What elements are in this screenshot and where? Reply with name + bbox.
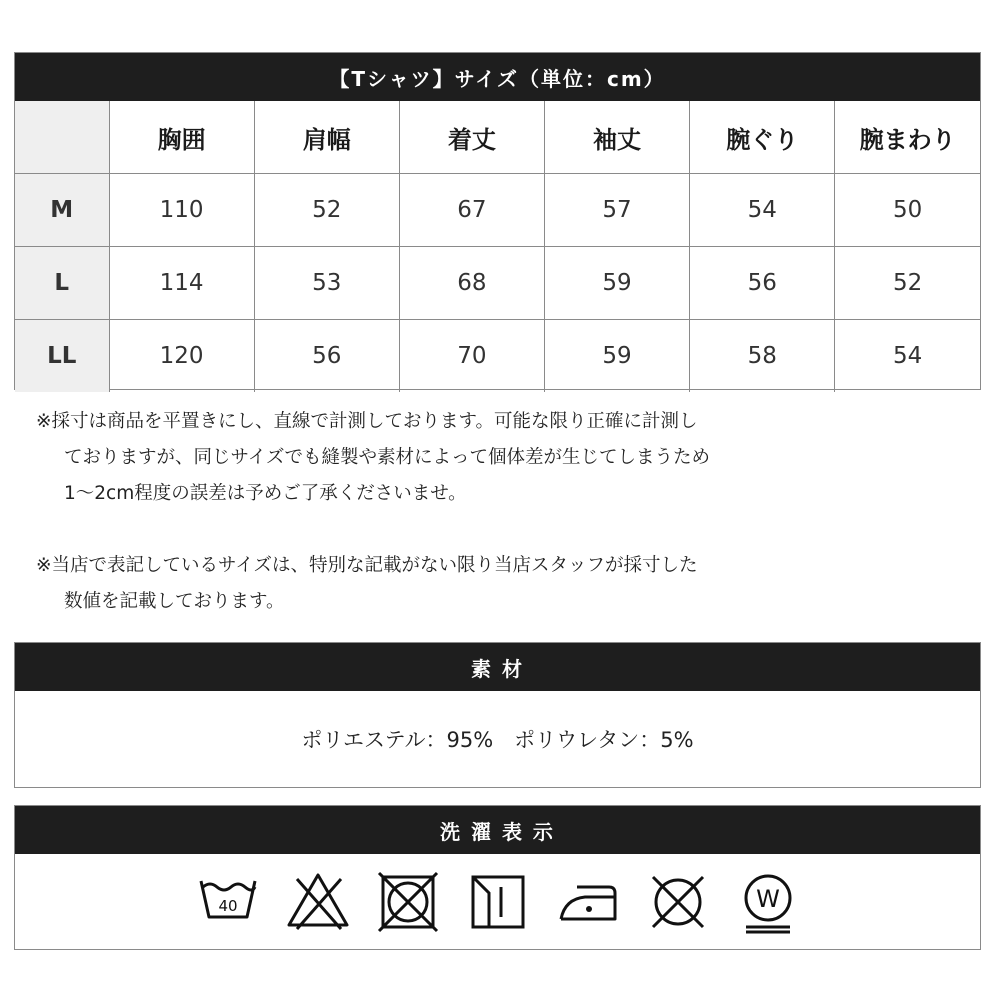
corner-cell — [15, 101, 109, 174]
note-line: ※採寸は商品を平置きにし、直線で計測しております。可能な限り正確に計測し — [36, 411, 698, 432]
table-cell: 56 — [254, 320, 399, 393]
table-cell: 56 — [690, 247, 835, 320]
table-cell: 53 — [254, 247, 399, 320]
care-icons — [15, 854, 980, 950]
wash-care-section — [14, 805, 981, 950]
table-cell: 70 — [399, 320, 544, 393]
wash-40-icon — [195, 869, 261, 935]
size-grid — [15, 101, 980, 392]
no-dry-clean-icon — [645, 869, 711, 935]
column-header: 袖丈 — [544, 101, 689, 174]
table-row — [15, 247, 980, 320]
size-label: LL — [15, 320, 109, 393]
material-text: ポリエステル：95% ポリウレタン：5% — [301, 728, 694, 752]
column-header: 腕まわり — [835, 101, 980, 174]
column-header: 胸囲 — [109, 101, 254, 174]
iron-low-icon — [555, 869, 621, 935]
size-label: L — [15, 247, 109, 320]
size-label: M — [15, 174, 109, 247]
line-dry-shade-icon — [465, 869, 531, 935]
material-title: 素 材 — [15, 643, 980, 691]
size-table-title: 【Tシャツ】サイズ（単位：cm） — [15, 53, 980, 101]
table-cell: 54 — [835, 320, 980, 393]
table-cell: 54 — [690, 174, 835, 247]
table-cell: 110 — [109, 174, 254, 247]
table-cell: 52 — [254, 174, 399, 247]
no-tumble-dry-icon — [375, 869, 441, 935]
column-header: 腕ぐり — [690, 101, 835, 174]
table-cell: 114 — [109, 247, 254, 320]
column-header: 肩幅 — [254, 101, 399, 174]
no-bleach-icon — [285, 869, 351, 935]
wash-temp-label: 40 — [217, 897, 238, 915]
table-cell: 52 — [835, 247, 980, 320]
table-cell: 58 — [690, 320, 835, 393]
material-section — [14, 642, 981, 788]
wet-clean-icon — [735, 869, 801, 935]
note-line: 1〜2cm程度の誤差は予めご了承くださいませ。 — [64, 483, 467, 504]
size-table — [14, 52, 981, 390]
table-cell: 68 — [399, 247, 544, 320]
table-cell: 57 — [544, 174, 689, 247]
table-cell: 50 — [835, 174, 980, 247]
table-cell: 67 — [399, 174, 544, 247]
note-line: ておりますが、同じサイズでも縫製や素材によって個体差が生じてしまうため — [64, 447, 711, 468]
header-row — [15, 101, 980, 174]
wash-care-title: 洗 濯 表 示 — [15, 806, 980, 854]
table-row — [15, 174, 980, 247]
column-header: 着丈 — [399, 101, 544, 174]
table-cell: 59 — [544, 320, 689, 393]
table-cell: 120 — [109, 320, 254, 393]
measurement-notes — [36, 404, 976, 620]
note-line: 数値を記載しております。 — [64, 591, 285, 612]
note-line: ※当店で表記しているサイズは、特別な記載がない限り当店スタッフが採寸した — [36, 555, 698, 576]
table-cell: 59 — [544, 247, 689, 320]
table-row — [15, 320, 980, 393]
wet-clean-letter: W — [755, 885, 780, 913]
